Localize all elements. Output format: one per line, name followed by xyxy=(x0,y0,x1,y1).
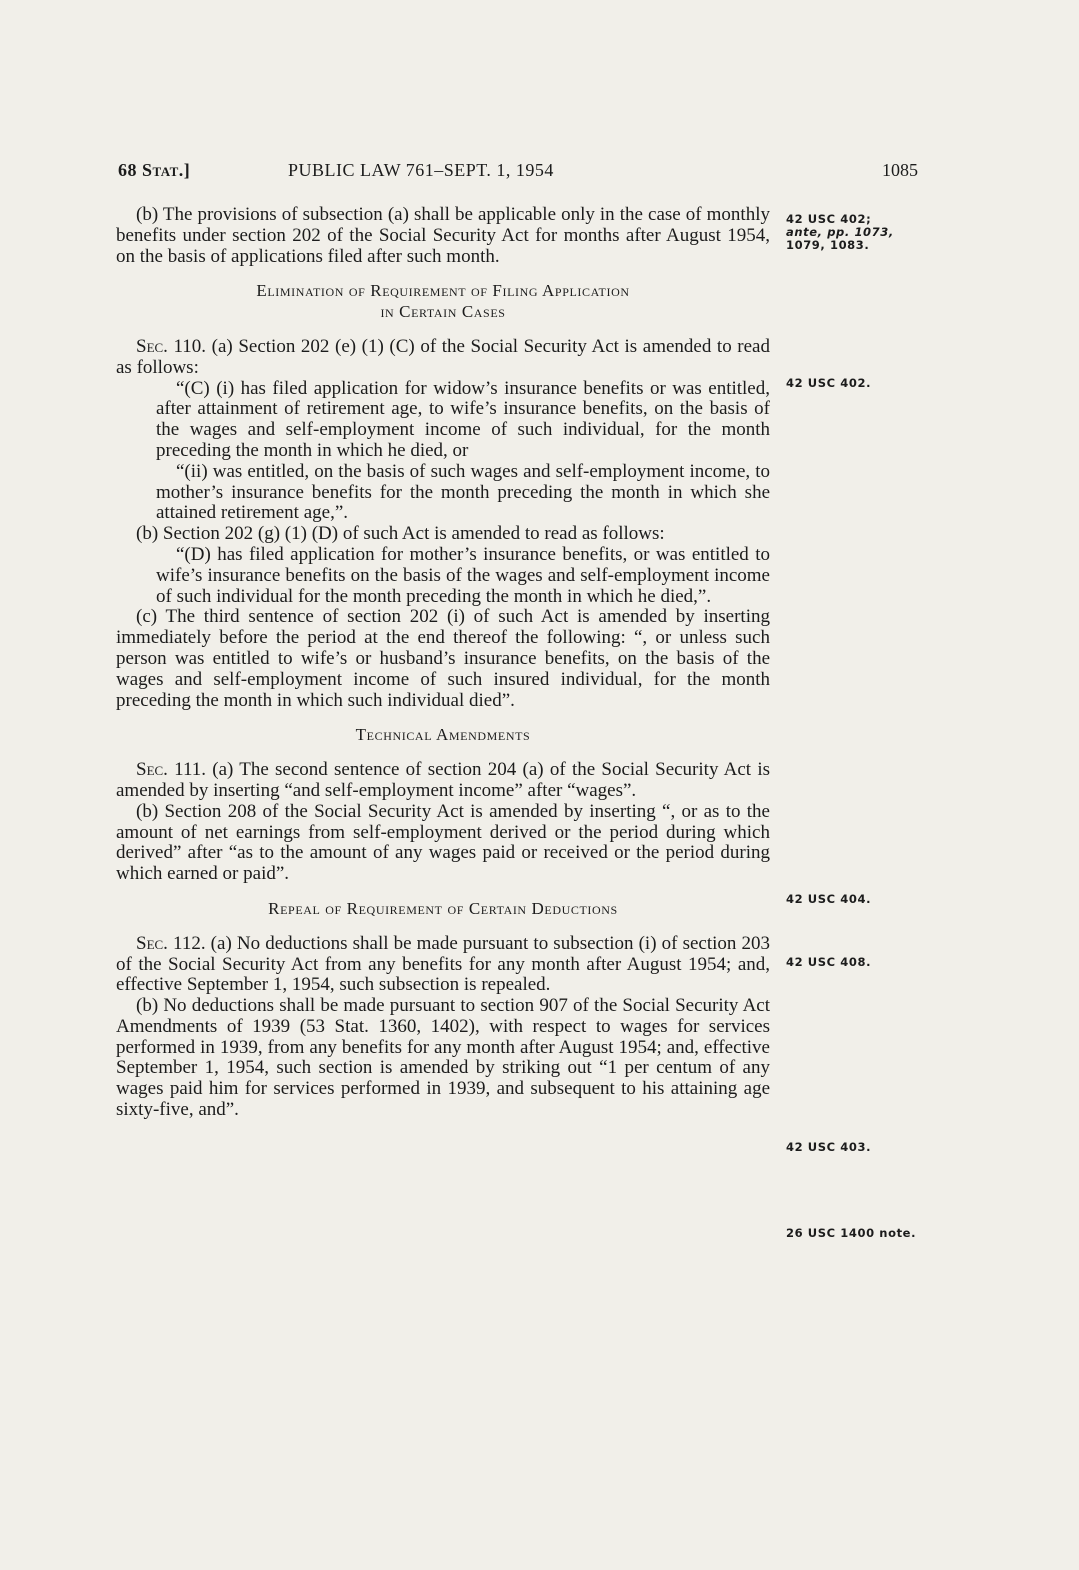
margin-citation-1-line-1: 42 USC 402; xyxy=(786,212,872,226)
section-heading-112 xyxy=(116,899,770,920)
margin-citation-1 xyxy=(786,213,894,252)
margin-citation-1-line-3: 1079, 1083. xyxy=(786,238,870,252)
statute-volume: 68 Stat.] xyxy=(118,160,191,180)
section-heading-111-line: Technical Amendments xyxy=(355,725,531,745)
quote-d: “(D) has filed application for mother’s insurance benefits, or was entitled to wife’s insurance benefits on the basis of the wages and self-employment income of such individual for the month preceding the month in which he died,”. xyxy=(156,543,770,607)
section-110-b: (b) Section 202 (g) (1) (D) of such Act is amended to read as follows: xyxy=(136,523,665,545)
section-heading-110 xyxy=(116,281,770,323)
section-111-text: (a) The second sentence of section 204 (a) of the Social Security Act is amended by inserting “and self-employment income” after “wages”. xyxy=(116,759,770,801)
law-title: PUBLIC LAW 761–SEPT. 1, 1954 xyxy=(288,160,554,180)
section-112-text: (a) No deductions shall be made pursuant to subsection (i) of section 203 of the Social Security Act from any benefits for any month after August 1954; and, effective September 1, 1954, such subsection is repealed. xyxy=(116,932,770,996)
margin-citation-6: 26 USC 1400 note. xyxy=(786,1226,917,1240)
margin-citation-1-line-2: ante, pp. 1073, xyxy=(786,225,894,239)
section-112-a xyxy=(116,934,770,996)
section-111-label: Sec. 111. xyxy=(136,759,207,781)
section-heading-110-line-2: in Certain Cases xyxy=(380,302,506,322)
section-heading-111 xyxy=(116,725,770,746)
section-heading-110-line-1: Elimination of Requirement of Filing Application xyxy=(256,281,630,301)
section-110-a xyxy=(116,337,770,379)
section-112-b: (b) No deductions shall be made pursuant to section 907 of the Social Security Act Amendments of 1939 (53 Stat. 1360, 1402), with respect to wages for services performed in 1939, from any benefits for any month after August 1954; and, effective September 1, 1954, such section is amended by striking out “1 per centum of any wages paid him for services performed in 1939, and subsequent to his attaining age sixty-five, and”. xyxy=(116,995,770,1121)
margin-citation-4: 42 USC 408. xyxy=(786,955,872,969)
section-111-b: (b) Section 208 of the Social Security Act is amended by inserting “, or as to the amount of net earnings from self-employment derived or the period during which derived” after “as to the amount of any wages paid or received or the period during which earned or paid”. xyxy=(116,800,770,885)
body-text xyxy=(116,205,770,1121)
section-heading-112-line: Repeal of Requirement of Certain Deductions xyxy=(268,898,618,918)
margin-citation-5: 42 USC 403. xyxy=(786,1140,872,1154)
margin-citation-3: 42 USC 404. xyxy=(786,892,872,906)
running-header xyxy=(118,160,918,186)
section-110-c: (c) The third sentence of section 202 (i) of such Act is amended by inserting immediately before the period at the end thereof the following: “, or unless such person was entitled to wife’s or husband’s insurance benefits, on the basis of the wages and self-employment income of such insured individual, for the month preceding the month in which such individual died”. xyxy=(116,606,770,711)
section-112-label: Sec. 112. xyxy=(136,932,206,954)
page-number: 1085 xyxy=(882,160,918,180)
section-111-a xyxy=(116,760,770,802)
section-110-text: (a) Section 202 (e) (1) (C) of the Social Security Act is amended to read as follows: xyxy=(116,335,770,378)
margin-citation-2: 42 USC 402. xyxy=(786,376,872,390)
quote-c-i: “(C) (i) has filed application for widow’s insurance benefits or was entitled, after attainment of retirement age, to wife’s insurance benefits, on the basis of the wages and self-employment income of such individual, for the month preceding the month in which he died, or xyxy=(156,377,770,461)
section-110-label: Sec. 110. xyxy=(136,335,207,357)
quote-c-ii: “(ii) was entitled, on the basis of such wages and self-employment income, to mother’s insurance benefits for the month preceding the month in which she attained retirement age,”. xyxy=(156,460,770,524)
paragraph-b-intro: (b) The provisions of subsection (a) shall be applicable only in the case of monthly benefits under section 202 of the Social Security Act for months after August 1954, on the basis of applications filed after such month. xyxy=(116,204,770,267)
